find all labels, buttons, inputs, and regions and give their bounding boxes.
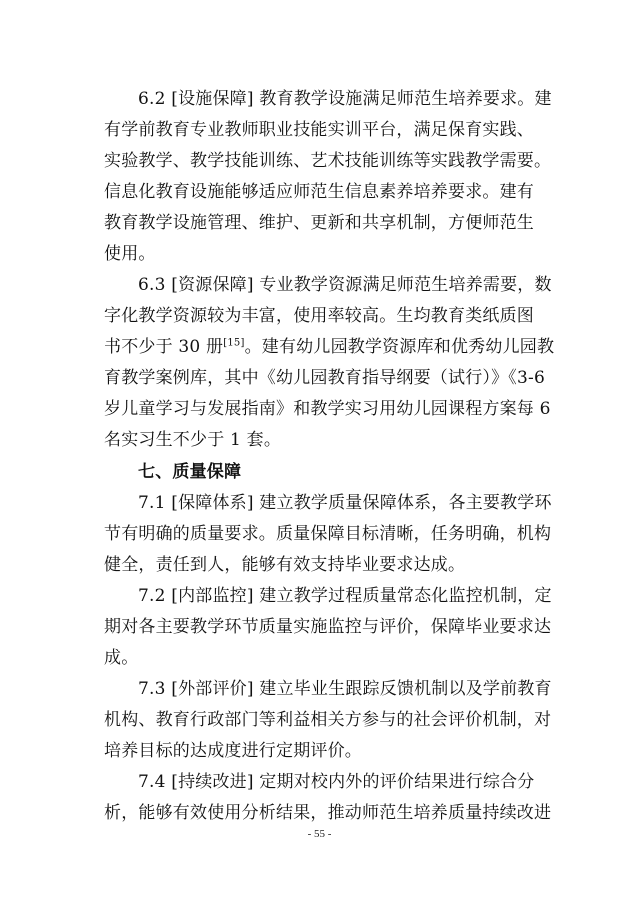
citation-ref-15: [15] bbox=[223, 337, 245, 349]
paragraph-6-3-line-3-part-b: 。建有幼儿园教学资源库和优秀幼儿园教 bbox=[244, 337, 555, 357]
paragraph-7-1-line-3: 健全，责任到人，能够有效支持毕业要求达成。 bbox=[104, 555, 466, 575]
paragraph-6-2-line-4: 信息化教育设施能够适应师范生信息素养培养要求。建有 bbox=[104, 182, 534, 202]
paragraph-6-2-line-2: 有学前教育专业教师职业技能实训平台，满足保育实践、 bbox=[104, 120, 534, 140]
paragraph-7-2-line-1: 7.2 [内部监控] 建立教学过程质量常态化监控机制，定 bbox=[138, 586, 552, 606]
paragraph-6-2-line-3: 实验教学、教学技能训练、艺术技能训练等实践教学需要。 bbox=[104, 151, 552, 171]
paragraph-6-3-line-2: 字化教学资源较为丰富，使用率较高。生均教育类纸质图 bbox=[104, 306, 534, 326]
paragraph-7-3-line-3: 培养目标的达成度进行定期评价。 bbox=[104, 741, 362, 761]
paragraph-6-3-line-3 bbox=[104, 334, 555, 360]
paragraph-7-3-line-2: 机构、教育行政部门等利益相关方参与的社会评价机制，对 bbox=[104, 710, 552, 730]
paragraph-7-2-line-3: 成。 bbox=[104, 648, 139, 668]
paragraph-7-1-line-1: 7.1 [保障体系] 建立教学质量保障体系，各主要教学环 bbox=[138, 493, 552, 513]
paragraph-6-3-line-4: 育教学案例库，其中《幼儿园教育指导纲要（试行）》《3-6 bbox=[104, 368, 545, 388]
paragraph-7-2-line-2: 期对各主要教学环节质量实施监控与评价，保障毕业要求达 bbox=[104, 617, 552, 637]
paragraph-6-3-line-3-part-a: 书不少于 30 册 bbox=[104, 337, 224, 357]
paragraph-7-4-line-1: 7.4 [持续改进] 定期对校内外的评价结果进行综合分 bbox=[138, 772, 535, 792]
paragraph-7-1-line-2: 节有明确的质量要求。质量保障目标清晰，任务明确，机构 bbox=[104, 524, 552, 544]
paragraph-6-2-line-1: 6.2 [设施保障] 教育教学设施满足师范生培养要求。建 bbox=[138, 89, 552, 109]
page-number: - 55 - bbox=[307, 828, 332, 840]
section-heading-7: 七、质量保障 bbox=[138, 462, 242, 482]
paragraph-6-2-line-6: 使用。 bbox=[104, 244, 156, 264]
paragraph-6-2-line-5: 教育教学设施管理、维护、更新和共享机制，方便师范生 bbox=[104, 213, 534, 233]
paragraph-6-3-line-5: 岁儿童学习与发展指南》和教学实习用幼儿园课程方案每 6 bbox=[104, 399, 551, 419]
paragraph-7-4-line-2: 析，能够有效使用分析结果，推动师范生培养质量持续改进 bbox=[104, 803, 552, 823]
paragraph-7-3-line-1: 7.3 [外部评价] 建立毕业生跟踪反馈机制以及学前教育 bbox=[138, 679, 552, 699]
paragraph-6-3-line-6: 名实习生不少于 1 套。 bbox=[104, 430, 282, 450]
paragraph-6-3-line-1: 6.3 [资源保障] 专业教学资源满足师范生培养需要，数 bbox=[138, 275, 552, 295]
